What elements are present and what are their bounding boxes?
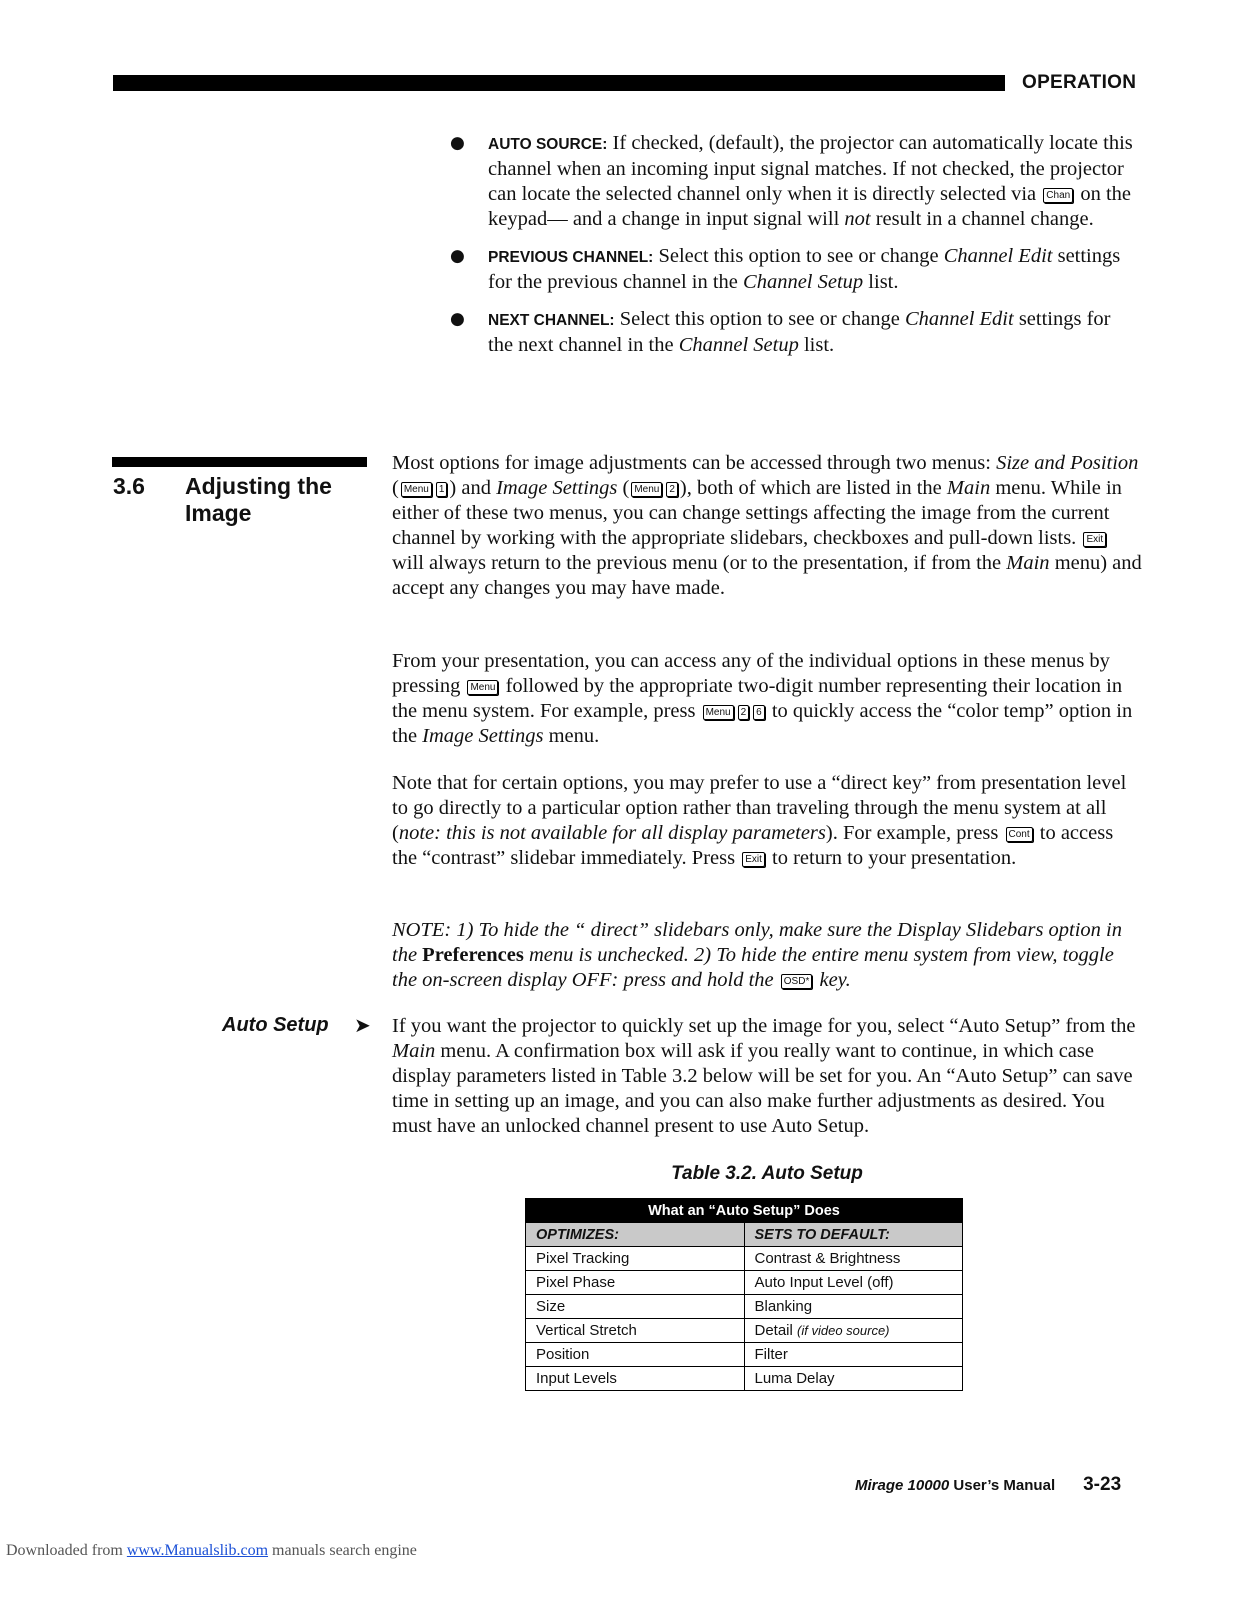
header-rule xyxy=(113,75,1005,91)
page-number: 3-23 xyxy=(1083,1474,1122,1495)
table-cell: Luma Delay xyxy=(744,1367,963,1391)
table-cell: Blanking xyxy=(744,1295,963,1319)
menu-key-icon: Menu xyxy=(467,680,498,695)
list-item-auto-source: ● AUTO SOURCE: If checked, (default), the projector can automatically locate this channel when an incoming input signal matches. If not checked, the projector can locate the selected channel only when it is directly selected via Chan on the keypad— and a change in input signal will not result in a channel change. xyxy=(450,132,1133,230)
option-list xyxy=(450,131,1140,370)
table-cell: Filter xyxy=(744,1343,963,1367)
paragraph-direct-key: Note that for certain options, you may prefer to use a “direct key” from presentation level to go directly to a particular option rather than traveling through the menu system at all (note: this is not available for all display parameters). For example, press Cont to access the “contrast” slidebar immediately. Press Exit to return to your presentation. xyxy=(392,772,1127,869)
list-item-next-channel: ● NEXT CHANNEL: Select this option to see or change Channel Edit settings for the next channel in the Channel Setup list. xyxy=(450,308,1111,356)
table-column-headers xyxy=(526,1223,963,1247)
exit-key-icon: Exit xyxy=(1083,532,1106,547)
margin-heading-auto-setup: Auto Setup xyxy=(222,1014,329,1036)
exit-key-icon: Exit xyxy=(742,852,765,867)
table-cell: Position xyxy=(526,1343,745,1367)
table-heading-row xyxy=(526,1199,963,1223)
menu-key-icon: Menu xyxy=(631,482,662,497)
paragraph-direct-access: From your presentation, you can access any of the individual options in these menus by pressing Menu followed by the appropriate two-digit number representing their location in the menu system. For example, press Menu 2 6 to quickly access the “color temp” option in the Image Settings menu. xyxy=(392,650,1133,747)
note-paragraph: NOTE: 1) To hide the “ direct” slidebars only, make sure the Display Slidebars option in the Preferences menu is unchecked. 2) To hide the entire menu system from view, toggle the on-screen display OFF: press and hold the OSD* key. xyxy=(392,919,1123,991)
bullet-icon: ● xyxy=(450,309,465,329)
number-key-icon: 2 xyxy=(666,482,678,497)
list-item-previous-channel: ● PREVIOUS CHANNEL: Select this option to see or change Channel Edit settings for the previous channel in the Channel Setup list. xyxy=(450,245,1121,293)
table-row xyxy=(526,1319,963,1343)
bullet-icon: ● xyxy=(450,246,465,266)
table-cell: Input Levels xyxy=(526,1367,745,1391)
table-row xyxy=(526,1367,963,1391)
paragraph-auto-setup: If you want the projector to quickly set up the image for you, select “Auto Setup” from the Main menu. A confirmation box will ask if you really want to continue, in which case display parameters listed in Table 3.2 below will be set for you. An “Auto Setup” can save time in setting up an image, and you can also make further adjustments as desired. You must have an unlocked channel present to use Auto Setup. xyxy=(392,1015,1136,1137)
option-name: NEXT CHANNEL: xyxy=(488,312,615,329)
section-header: OPERATION xyxy=(1022,72,1137,93)
option-name: AUTO SOURCE: xyxy=(488,136,608,153)
number-key-icon: 1 xyxy=(436,482,448,497)
table-cell: Detail (if video source) xyxy=(744,1319,963,1343)
table-cell: Auto Input Level (off) xyxy=(744,1271,963,1295)
column-header-defaults: SETS TO DEFAULT: xyxy=(744,1223,963,1247)
arrow-icon: ➤ xyxy=(354,1013,371,1037)
section-title: Adjusting the Image xyxy=(185,473,332,526)
table-cell: Pixel Phase xyxy=(526,1271,745,1295)
number-key-icon: 2 xyxy=(738,705,750,720)
table-heading: What an “Auto Setup” Does xyxy=(526,1199,963,1223)
paragraph-menus: Most options for image adjustments can be accessed through two menus: Size and Position ( Menu 1 ) and Image Settings ( Menu 2 ), both of which are listed in the Main menu. While in either of these two menus, you can change settings affecting the image from the current channel by working with the appropriate slidebars, checkboxes and pull-down lists. Exit will always return to the previous menu (or to the presentation, if from the Main menu) and accept any changes you may have made. xyxy=(392,452,1142,599)
table-row xyxy=(526,1247,963,1271)
bullet-icon: ● xyxy=(450,133,465,153)
table-cell: Size xyxy=(526,1295,745,1319)
manualslib-link[interactable]: www.Manualslib.com xyxy=(126,1542,269,1559)
table-row xyxy=(526,1343,963,1367)
table-row xyxy=(526,1271,963,1295)
menu-key-icon: Menu xyxy=(703,705,734,720)
option-name: PREVIOUS CHANNEL: xyxy=(488,249,654,266)
chan-key-icon: Chan xyxy=(1043,188,1073,203)
table-cell: Pixel Tracking xyxy=(526,1247,745,1271)
section-number: 3.6 xyxy=(113,473,145,499)
contrast-key-icon: Cont xyxy=(1006,827,1033,842)
product-name: Mirage 10000 xyxy=(855,1477,950,1494)
download-watermark: Downloaded from www.Manualslib.com manuals search engine xyxy=(6,1542,417,1559)
page-footer: Mirage 10000 User’s Manual 3-23 xyxy=(855,1474,1122,1495)
section-rule xyxy=(112,457,367,467)
column-header-optimizes: OPTIMIZES: xyxy=(526,1223,745,1247)
osd-key-icon: OSD* xyxy=(781,974,813,989)
table-caption: Table 3.2. Auto Setup xyxy=(671,1163,863,1184)
table-cell: Vertical Stretch xyxy=(526,1319,745,1343)
auto-setup-table xyxy=(525,1198,963,1391)
number-key-icon: 6 xyxy=(753,705,765,720)
table-row xyxy=(526,1295,963,1319)
menu-key-icon: Menu xyxy=(401,482,432,497)
table-cell: Contrast & Brightness xyxy=(744,1247,963,1271)
